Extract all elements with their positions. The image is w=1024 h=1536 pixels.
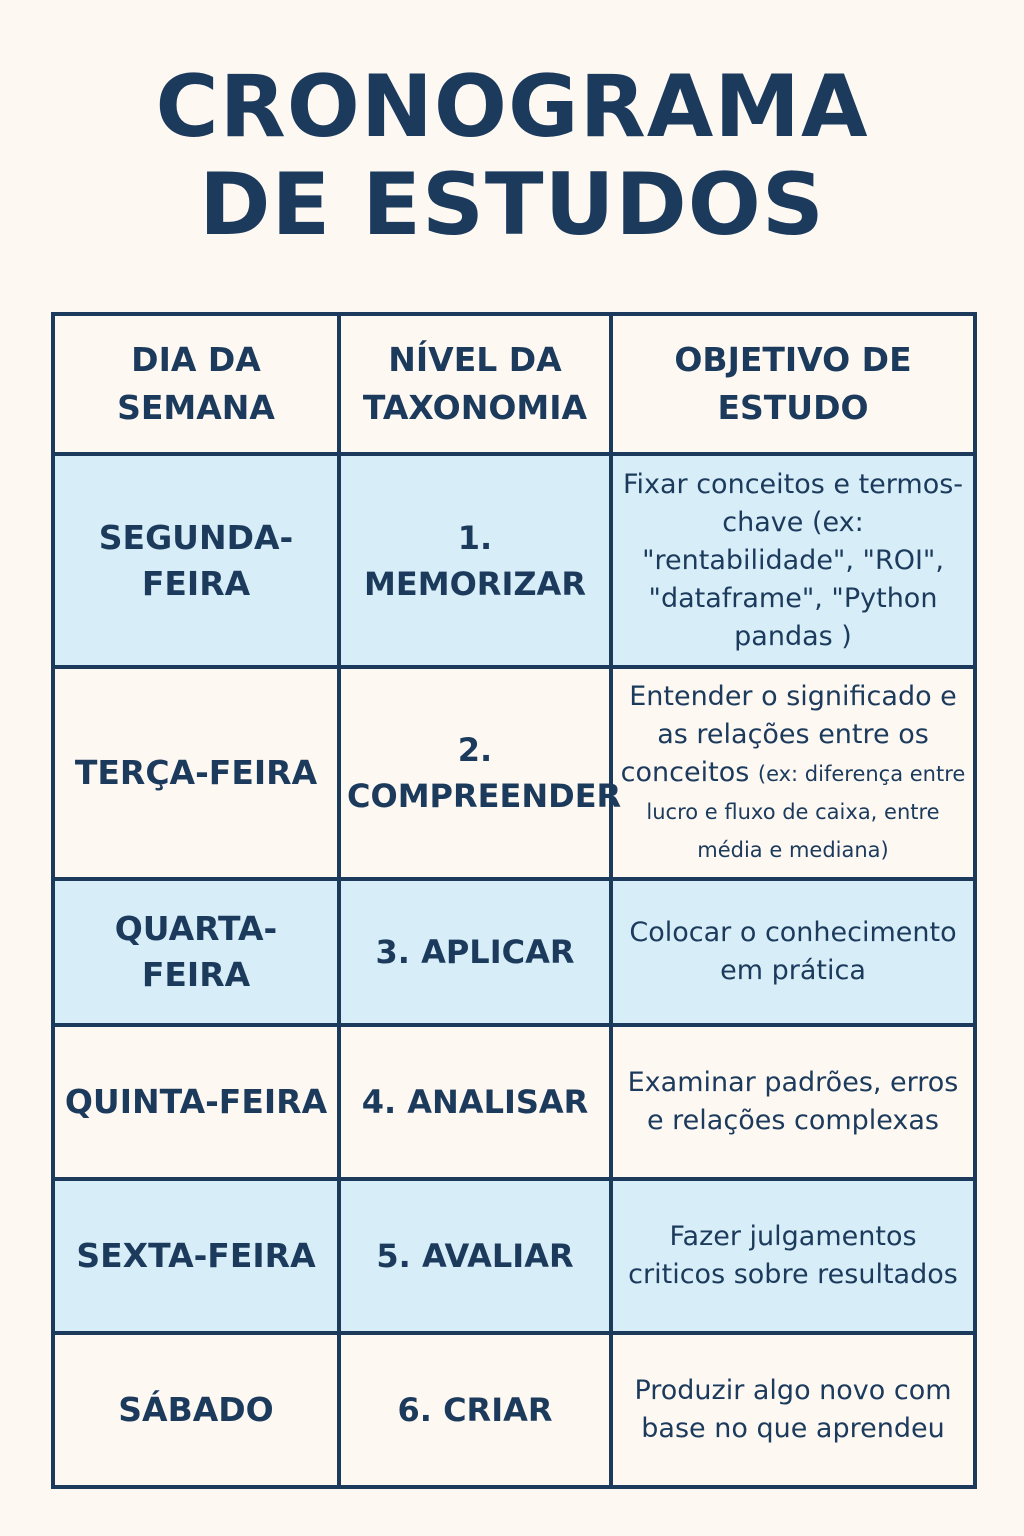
day-cell: TERÇA-FEIRA: [53, 667, 339, 879]
table-header-row: [53, 314, 975, 454]
study-schedule-table: [51, 312, 977, 1489]
level-cell: 6. CRIAR: [339, 1333, 611, 1487]
objective-text: Entender o significado e as relações entre os conceitos: [620, 681, 957, 788]
header-day: DIA DA SEMANA: [53, 314, 339, 454]
level-cell: 2. COMPREENDER: [339, 667, 611, 879]
header-objective: OBJETIVO DE ESTUDO: [611, 314, 975, 454]
day-cell: QUINTA-FEIRA: [53, 1025, 339, 1179]
level-cell: 3. APLICAR: [339, 879, 611, 1025]
table-row: [53, 667, 975, 879]
objective-cell: [611, 667, 975, 879]
table-row: [53, 1025, 975, 1179]
header-level: NÍVEL DA TAXONOMIA: [339, 314, 611, 454]
level-cell: 1. MEMORIZAR: [339, 454, 611, 667]
page-title: [0, 58, 1024, 254]
day-cell: SEXTA-FEIRA: [53, 1179, 339, 1333]
level-cell: 5. AVALIAR: [339, 1179, 611, 1333]
day-cell: QUARTA-FEIRA: [53, 879, 339, 1025]
level-cell: 4. ANALISAR: [339, 1025, 611, 1179]
objective-example: (ex: diferença entre lucro e fluxo de caixa, entre média e mediana): [646, 762, 966, 862]
objective-text: Fixar conceitos e termos-chave: [622, 468, 964, 538]
table-row: [53, 1179, 975, 1333]
objective-cell: Fazer julgamentos criticos sobre resultados: [611, 1179, 975, 1333]
objective-cell: Colocar o conhecimento em prática: [611, 879, 975, 1025]
table-row: [53, 454, 975, 667]
day-cell: SÁBADO: [53, 1333, 339, 1487]
objective-cell: Examinar padrões, erros e relações complexas: [611, 1025, 975, 1179]
objective-cell: [611, 454, 975, 667]
title-line-2: DE ESTUDOS: [199, 155, 825, 255]
objective-example: (ex: "rentabilidade", "ROI", "dataframe", "Python pandas ): [642, 506, 944, 652]
table-row: [53, 879, 975, 1025]
table-row: [53, 1333, 975, 1487]
day-cell: SEGUNDA-FEIRA: [53, 454, 339, 667]
title-line-1: CRONOGRAMA: [155, 57, 869, 157]
objective-cell: Produzir algo novo com base no que aprendeu: [611, 1333, 975, 1487]
